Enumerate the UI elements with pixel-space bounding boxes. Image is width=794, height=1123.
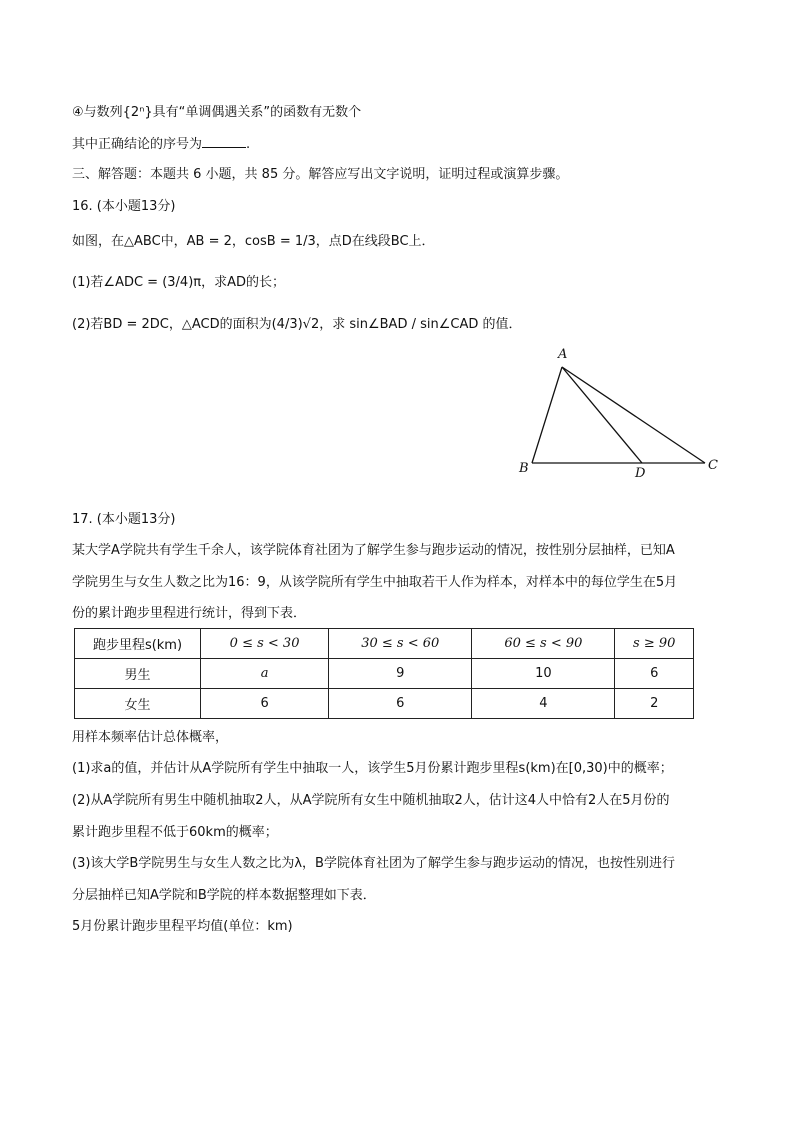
table-cell: 女生 (75, 689, 201, 719)
q16-heading: 16. (本小题13分) (72, 199, 176, 214)
table-cell: a (201, 659, 329, 689)
table-header-cell: 跑步里程s(km) (75, 629, 201, 659)
table-row (75, 689, 694, 719)
table-cell: 10 (472, 659, 615, 689)
running-distance-table (74, 628, 694, 719)
label-b: B (519, 461, 529, 476)
label-a: A (558, 347, 568, 362)
table-cell: 9 (329, 659, 472, 689)
table-cell: 4 (472, 689, 615, 719)
q16-stem: 如图，在△ABC中，AB = 2，cosB = 1/3，点D在线段BC上． (72, 234, 435, 249)
conclusion-prefix: 其中正确结论的序号为 (72, 137, 203, 152)
q17-part-3-line-2: 分层抽样已知A学院和B学院的样本数据整理如下表． (72, 888, 376, 903)
segment-ab (532, 367, 562, 463)
conclusion-line (72, 134, 250, 154)
answer-blank (202, 134, 246, 148)
q17-part-1: (1)求a的值，并估计从A学院所有学生中抽取一人，该学生5月份累计跑步里程s(km)在[0,30)中的概率； (72, 761, 673, 776)
q17-line-2: 学院男生与女生人数之比为16：9，从该学院所有学生中抽取若干人作为样本，对样本中的每位学生在5月 (72, 575, 678, 590)
q17-part-3-line-1: (3)该大学B学院男生与女生人数之比为λ，B学院体育社团为了解学生参与跑步运动的情况，也按性别进行 (72, 856, 675, 871)
label-c: C (708, 458, 718, 473)
triangle-figure (510, 340, 740, 485)
table-header-cell: 0 ≤ s < 30 (201, 629, 329, 659)
q17-last-line: 5月份累计跑步里程平均值(单位：km) (72, 919, 293, 934)
table-row (75, 659, 694, 689)
table-cell: 男生 (75, 659, 201, 689)
q17-line-3: 份的累计跑步里程进行统计，得到下表． (72, 606, 307, 621)
section-3-heading: 三、解答题：本题共 6 小题，共 85 分。解答应写出文字说明，证明过程或演算步骤。 (72, 167, 569, 182)
q17-part-2-line-2: 累计跑步里程不低于60km的概率； (72, 825, 278, 840)
table-cell: 6 (201, 689, 329, 719)
label-d: D (635, 466, 646, 481)
q16-part-2: (2)若BD = 2DC，△ACD的面积为(4/3)√2，求 sin∠BAD / sin∠CAD 的值． (72, 317, 522, 332)
table-cell: 6 (329, 689, 472, 719)
segment-ac (562, 367, 705, 463)
item-4: ④与数列{2ⁿ}具有“单调偶遇关系”的函数有无数个 (72, 105, 362, 120)
q17-after-table: 用样本频率估计总体概率， (72, 730, 229, 745)
table-header-cell: s ≥ 90 (615, 629, 694, 659)
table-header-cell: 30 ≤ s < 60 (329, 629, 472, 659)
table-cell: 2 (615, 689, 694, 719)
segment-ad (562, 367, 642, 463)
table-cell: 6 (615, 659, 694, 689)
table-header-cell: 60 ≤ s < 90 (472, 629, 615, 659)
q17-heading: 17. (本小题13分) (72, 512, 176, 527)
table-header-row (75, 629, 694, 659)
q17-line-1: 某大学A学院共有学生千余人，该学院体育社团为了解学生参与跑步运动的情况，按性别分层抽样，已知A (72, 543, 675, 558)
conclusion-suffix: . (246, 137, 251, 152)
q16-part-1: (1)若∠ADC = (3/4)π，求AD的长； (72, 275, 286, 290)
q17-part-2-line-1: (2)从A学院所有男生中随机抽取2人，从A学院所有女生中随机抽取2人，估计这4人中恰有2人在5月份的 (72, 793, 670, 808)
